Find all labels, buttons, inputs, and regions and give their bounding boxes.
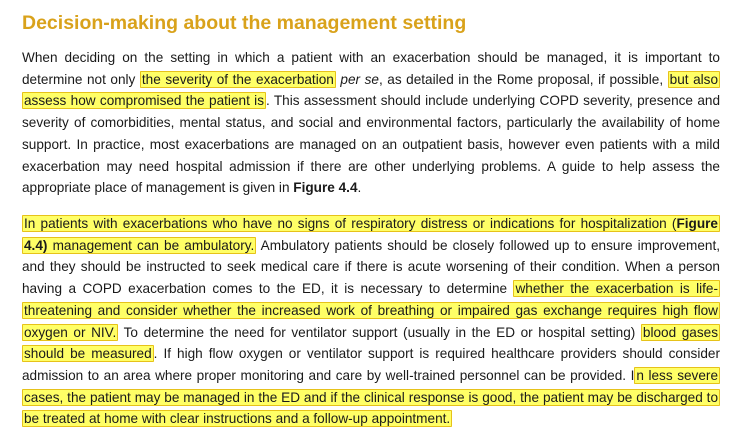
text-run: Ambulatory patients should be closely followed up to ensure improvement, and they should be instructed to seek medical care if there is acute worsening of their condition. When a person having a COPD exacerbation comes to the ED, it is necessary to determine [22, 237, 721, 297]
text-run: To determine the need for ventilator support (usually in the ED or hospital setting) [123, 324, 636, 340]
text-run: . If high flow oxygen or ventilator support is required healthcare providers should consider admission to an area where proper monitoring and care by well-trained personnel can be provided. I [22, 346, 720, 383]
highlight-text: management can be ambulatory. [52, 237, 255, 253]
text-run: , as detailed in the Rome proposal, if possible, [378, 71, 664, 87]
highlight-text: In patients with exacerbations who have no signs of respiratory distress or indications for hospitalization ( [24, 216, 677, 231]
highlight-less-severe: n less severe cases, the patient may be managed in the ED and if the clinical response is good, the patient may be discharged to be treated at home with clear instructions and a follow-up appointment. [24, 367, 718, 427]
highlight-compromised: but also assess how compromised the patient is [24, 71, 719, 109]
paragraph-ambulatory-management [22, 213, 720, 430]
italic-per-se: per se [340, 71, 379, 87]
paragraph-management-setting [22, 47, 720, 199]
figure-reference: Figure 4.4 [293, 180, 358, 196]
highlight-severity: the severity of the exacerbation [141, 71, 334, 87]
highlight-blood-gases: blood gases should be measured [24, 324, 719, 362]
text-run: . [357, 180, 362, 196]
figure-reference: Figure 4.4) [24, 216, 718, 253]
highlight-life-threatening: whether the exacerbation is life-threatening and consider whether the increased work of breathing or impaired gas exchange requires high flow oxygen or NIV. [24, 281, 718, 340]
section-heading: Decision-making about the management setting [22, 12, 467, 34]
text-run: When deciding on the setting in which a patient with an exacerbation should be managed, it is important to determine not only [22, 50, 720, 87]
text-run: . This assessment should include underlying COPD severity, presence and severity of comorbidities, mental status, and social and environmental factors, particularly the availability of home support. In practice, most exacerbations are managed on an outpatient basis, however even patients with a mild exacerbation may need hospital admission if there are other underlying problems. A guide to help assess the appropriate place of management is given in [22, 93, 721, 196]
